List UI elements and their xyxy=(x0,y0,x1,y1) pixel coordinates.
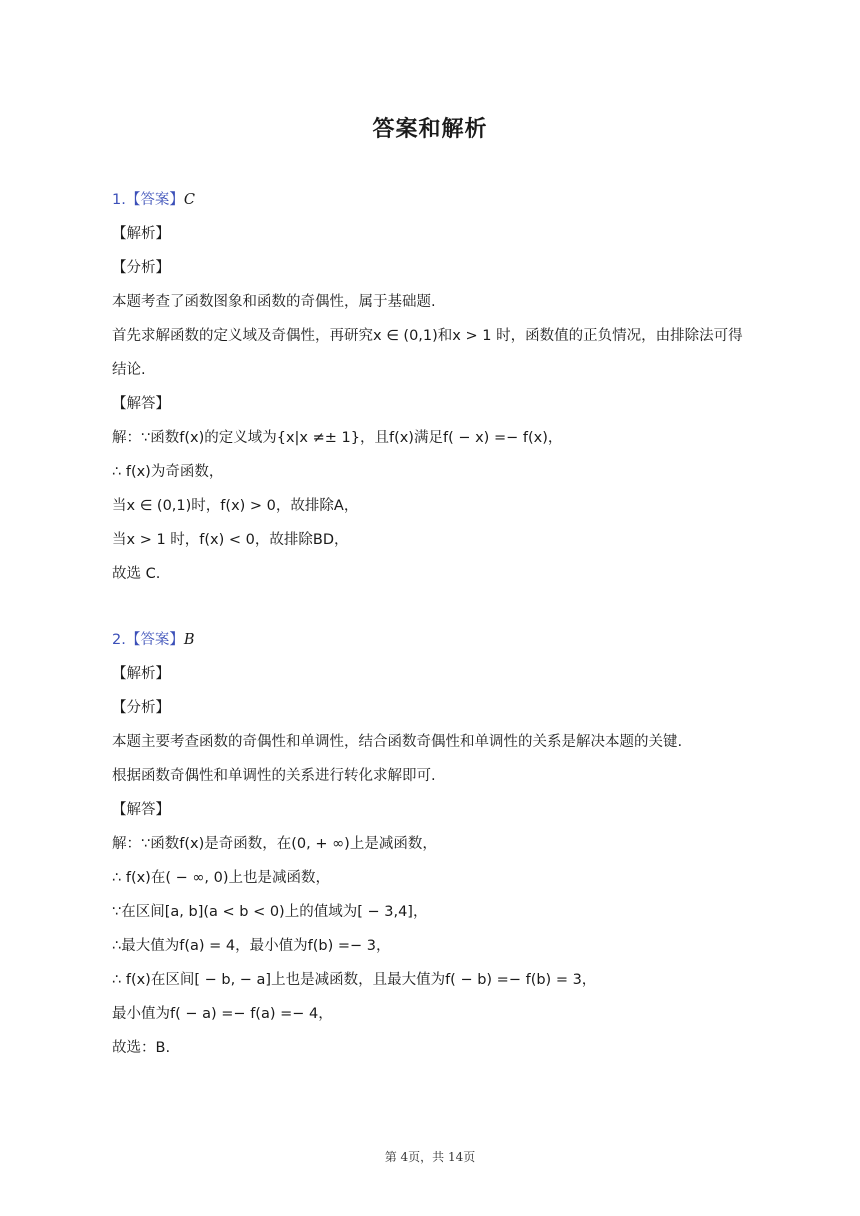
q2-line: ∵在区间[a, b](a < b < 0)上的值域为[ − 3,4]， xyxy=(112,904,428,920)
q2-answer-value: B xyxy=(183,632,195,648)
q2-line: 根据函数奇偶性和单调性的关系进行转化求解即可. xyxy=(112,768,436,784)
q2-line: 【解析】 xyxy=(112,666,170,682)
q2-line: 【解答】 xyxy=(112,802,170,818)
q2-line: 故选：B. xyxy=(112,1040,171,1056)
q2-answer-label: 2.【答案】 xyxy=(112,632,184,648)
q2-line: ∴ f(x)在( − ∞, 0)上也是减函数， xyxy=(112,870,331,886)
q2-line: 本题主要考查函数的奇偶性和单调性，结合函数奇偶性和单调性的关系是解决本题的关键. xyxy=(112,734,683,750)
q2-line: ∴最大值为f(a) = 4，最小值为f(b) =− 3， xyxy=(112,938,391,954)
q1-line: 首先求解函数的定义域及奇偶性，再研究x ∈ (0,1)和x > 1 时，函数值的正负情况，由排除法可得 xyxy=(112,328,743,344)
q2-line: 解：∵函数f(x)是奇函数，在(0, + ∞)上是减函数， xyxy=(112,836,437,852)
q2-line: 最小值为f( − a) =− f(a) =− 4， xyxy=(112,1006,333,1022)
q2-line: ∴ f(x)在区间[ − b, − a]上也是减函数，且最大值为f( − b) =− f(b) = 3， xyxy=(112,972,597,988)
q1-line: 当x ∈ (0,1)时，f(x) > 0，故排除A， xyxy=(112,498,359,514)
q2-line: 【分析】 xyxy=(112,700,170,716)
q1-line: 【解答】 xyxy=(112,396,170,412)
page-title: 答案和解析 xyxy=(372,117,488,142)
q1-line: 故选 C. xyxy=(112,566,161,582)
q1-answer-header xyxy=(112,190,195,210)
q1-answer-value: C xyxy=(183,192,195,208)
q1-line: 解：∵函数f(x)的定义域为{x|x ≠± 1}，且f(x)满足f( − x) =− f(x)， xyxy=(112,430,563,446)
q1-line: 当x > 1 时，f(x) < 0，故排除BD， xyxy=(112,532,349,548)
q1-line: 【解析】 xyxy=(112,226,170,242)
q1-line: ∴ f(x)为奇函数， xyxy=(112,464,224,480)
q1-answer-label: 1.【答案】 xyxy=(112,192,184,208)
q1-line: 本题考查了函数图象和函数的奇偶性，属于基础题. xyxy=(112,294,436,310)
q1-line: 结论. xyxy=(112,362,146,378)
q1-line: 【分析】 xyxy=(112,260,170,276)
page-footer: 第 4页，共 14页 xyxy=(384,1150,476,1164)
q2-answer-header xyxy=(112,630,195,650)
